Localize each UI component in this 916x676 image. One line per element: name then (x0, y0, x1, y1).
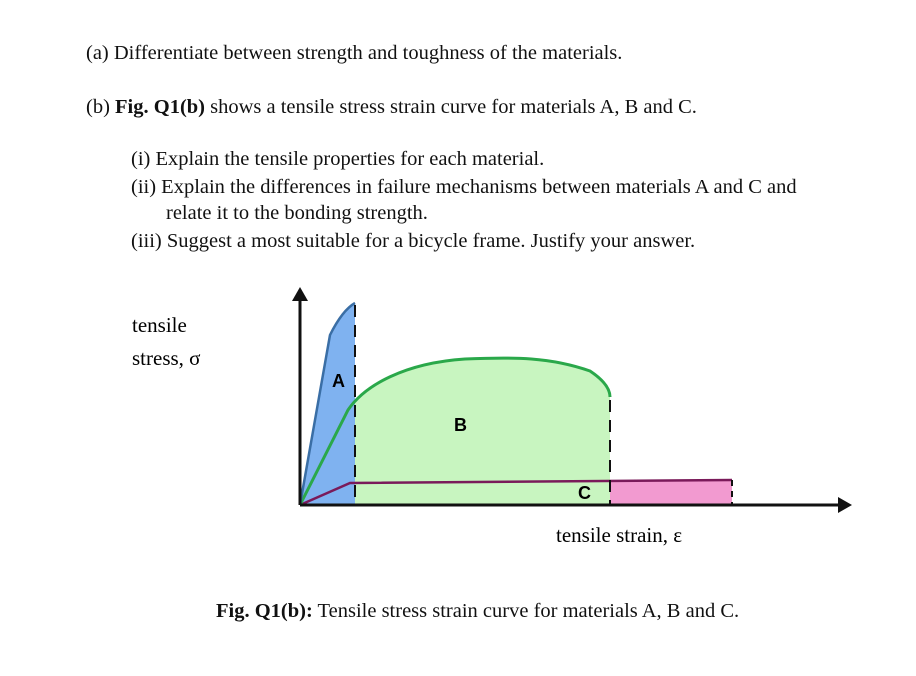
caption-label: Fig. Q1(b): (216, 600, 313, 622)
x-axis-arrow-icon (838, 497, 852, 513)
label-c: C (578, 483, 591, 503)
x-axis-label: tensile strain, ε (556, 523, 683, 547)
sub-question-ii: (ii) Explain the differences in failure mechanisms between materials A and C and (131, 176, 797, 198)
question-a: (a) Differentiate between strength and toughness of the materials. (86, 42, 623, 64)
question-b-prefix: (b) (86, 96, 116, 118)
figure-caption (216, 600, 739, 623)
question-b (86, 96, 697, 119)
stress-strain-figure (120, 275, 860, 585)
question-b-text: shows a tensile stress strain curve for materials A, B and C. (205, 96, 697, 118)
y-axis-label-line2: stress, σ (132, 346, 201, 370)
question-b-fig-ref: Fig. Q1(b) (115, 96, 205, 118)
sub-question-iii: (iii) Suggest a most suitable for a bicycle frame. Justify your answer. (131, 230, 696, 252)
sub-question-i: (i) Explain the tensile properties for each material. (131, 148, 545, 170)
region-a (300, 303, 355, 505)
caption-text: Tensile stress strain curve for materials A, B and C. (312, 600, 740, 622)
label-b: B (454, 415, 467, 435)
label-a: A (332, 371, 345, 391)
sub-question-ii-cont: relate it to the bonding strength. (166, 202, 428, 224)
y-axis-label-line1: tensile (132, 313, 187, 337)
y-axis-arrow-icon (292, 287, 308, 301)
